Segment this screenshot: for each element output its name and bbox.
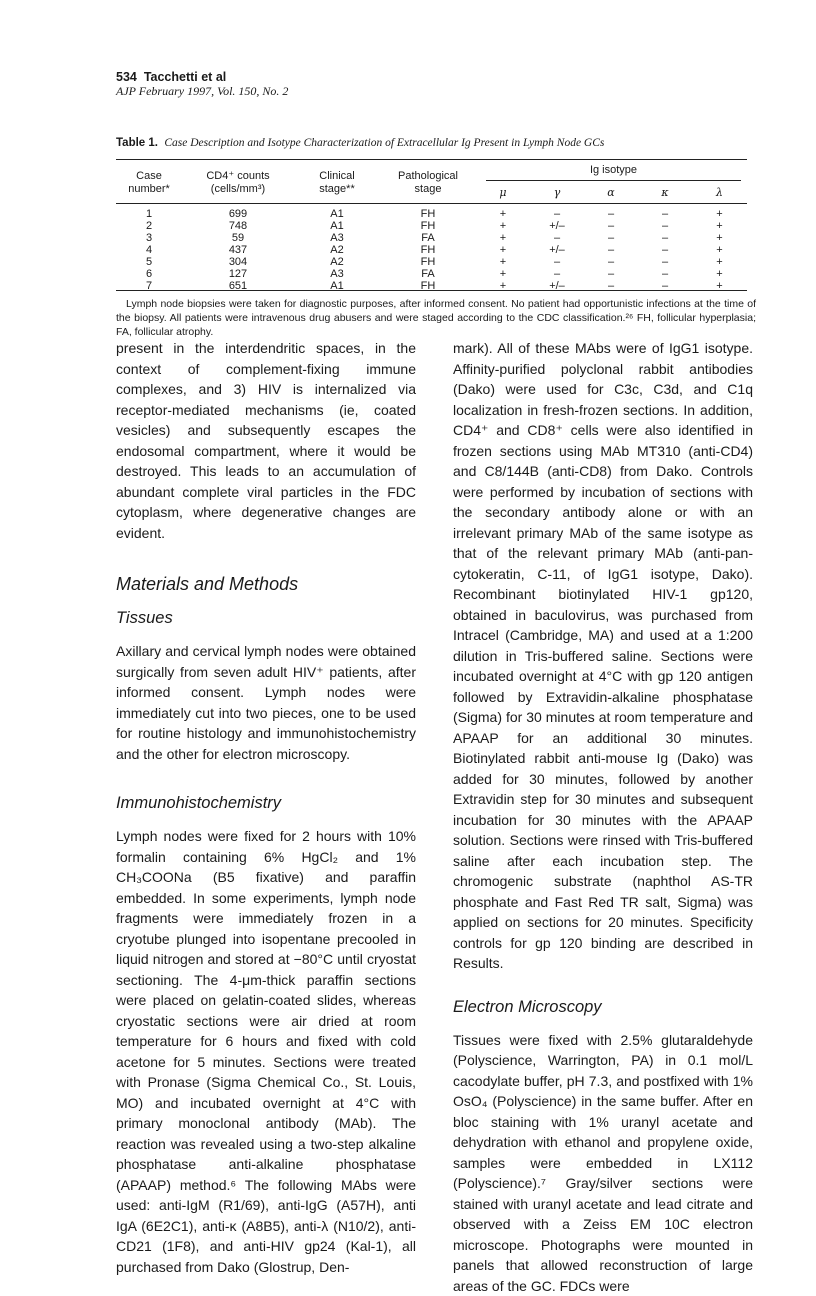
cell-alpha: – — [584, 232, 638, 244]
cell-gamma: – — [530, 208, 584, 220]
cell-alpha: – — [584, 268, 638, 280]
right-column — [453, 338, 753, 1296]
cell-lambda: + — [692, 244, 747, 256]
cell-lambda: + — [692, 256, 747, 268]
cell-lambda: + — [692, 208, 747, 220]
cell-lambda: + — [692, 220, 747, 232]
left-column — [116, 338, 416, 1277]
table-label: Table 1. — [116, 137, 158, 149]
cell-clin: A3 — [294, 268, 380, 280]
header-mu: μ — [476, 181, 530, 199]
cell-mu: + — [476, 256, 530, 268]
cell-cd4: 59 — [182, 232, 294, 244]
header-lambda: λ — [692, 181, 747, 199]
journal-line: AJP February 1997, Vol. 150, No. 2 — [116, 84, 288, 99]
cell-cd4: 651 — [182, 280, 294, 292]
cell-gamma: – — [530, 232, 584, 244]
cell-gamma: – — [530, 256, 584, 268]
cell-case: 3 — [116, 232, 182, 244]
cell-clin: A2 — [294, 256, 380, 268]
section-heading-methods: Materials and Methods — [116, 573, 416, 595]
header-clinical: Clinical stage** — [294, 164, 380, 199]
cell-mu: + — [476, 268, 530, 280]
header-gamma: γ — [530, 181, 584, 199]
subheading-immunohistochemistry: Immunohistochemistry — [116, 792, 416, 814]
cell-case: 1 — [116, 208, 182, 220]
cell-cd4: 748 — [182, 220, 294, 232]
table-row — [116, 232, 747, 244]
header-ig-isotype: Ig isotype — [476, 164, 747, 181]
cell-kappa: – — [638, 208, 692, 220]
cell-path: FH — [380, 220, 476, 232]
cell-gamma: +/– — [530, 244, 584, 256]
subheading-electron-microscopy: Electron Microscopy — [453, 996, 753, 1018]
cell-lambda: + — [692, 280, 747, 292]
table-row — [116, 256, 747, 268]
tissues-paragraph: Axillary and cervical lymph nodes were obtained surgically from seven adult HIV⁺ patients, after informed consent. Lymph nodes were immediately cut into two pieces, one to be used for routine histology and immunohistochemistry and the other for electron microscopy. — [116, 641, 416, 764]
cell-kappa: – — [638, 268, 692, 280]
cell-mu: + — [476, 244, 530, 256]
table-caption — [116, 137, 604, 149]
cell-lambda: + — [692, 232, 747, 244]
cell-cd4: 699 — [182, 208, 294, 220]
page-number: 534 — [116, 70, 137, 84]
cell-path: FH — [380, 244, 476, 256]
cell-mu: + — [476, 208, 530, 220]
author-line: Tacchetti et al — [144, 70, 226, 84]
table-row — [116, 268, 747, 280]
cell-clin: A2 — [294, 244, 380, 256]
cell-kappa: – — [638, 256, 692, 268]
cell-cd4: 304 — [182, 256, 294, 268]
cell-alpha: – — [584, 280, 638, 292]
cell-lambda: + — [692, 268, 747, 280]
cell-case: 5 — [116, 256, 182, 268]
cell-cd4: 437 — [182, 244, 294, 256]
cell-case: 7 — [116, 280, 182, 292]
isotype-table — [116, 164, 747, 292]
cell-kappa: – — [638, 280, 692, 292]
header-cd4: CD4⁺ counts (cells/mm³) — [182, 164, 294, 199]
cell-cd4: 127 — [182, 268, 294, 280]
cell-path: FA — [380, 232, 476, 244]
immuno-continued-paragraph: mark). All of these MAbs were of IgG1 isotype. Affinity-purified polyclonal rabbit antibodies (Dako) were used for C3c, C3d, and C1q localization in fresh-frozen sections. In addition, CD4⁺ and CD8⁺ cells were also identified in frozen sections using MAb MT310 (anti-CD4) and C8/144B (anti-CD8) from Dako. Controls were performed by incubation of sections with the secondary antibody alone or with an irrelevant primary MAb of the same isotype as that of the relevant primary MAb (anti-pan-cytokeratin, C-11, of IgG1 isotype, Dako). Recombinant biotinylated HIV-1 gp120, obtained in baculovirus, was purchased from Intracel (Cambridge, MA) and used at a 1:200 dilution in Tris-buffered saline. Sections were incubated overnight at 4°C with gp 120 antigen followed by Extravidin-alkaline phosphatase (Sigma) for 30 minutes at room temperature and APAAP for an additional 30 minutes. Biotinylated rabbit anti-mouse Ig (Dako) was added for 30 minutes, followed by another Extravidin step for 30 minutes and subsequent incubation for 30 minutes with the APAAP solution. Sections were rinsed with Tris-buffered saline after each incubation step. The chromogenic substrate (naphthol AS-TR phosphate and Fast Red TR salt, Sigma) was applied on sections for 20 minutes. Specificity controls for gp 120 binding are described in Results. — [453, 338, 753, 974]
cell-case: 6 — [116, 268, 182, 280]
immuno-paragraph: Lymph nodes were fixed for 2 hours with 10% formalin containing 6% HgCl₂ and 1% CH₃COONa (B5 fixative) and paraffin embedded. In some experiments, lymph node fragments were immediately frozen in a cryotube plunged into isopentane precooled in liquid nitrogen and stored at −80°C until cryostat sectioning. The 4-μm-thick paraffin sections were placed on gelatin-coated slides, whereas cryostatic sections were air dried at room temperature for 6 hours and fixed with cold acetone for 5 minutes. Sections were treated with Pronase (Sigma Chemical Co., St. Louis, MO) and incubated overnight at 4°C with primary monoclonal antibody (MAb). The reaction was revealed using a two-step alkaline phosphatase anti-alkaline phosphatase (APAAP) method.⁶ The following MAbs were used: anti-IgM (R1/69), anti-IgG (A57H), anti IgA (6E2C1), anti-κ (A8B5), anti-λ (N10/2), anti-CD21 (1F8), and anti-HIV gp24 (Kal-1), all purchased from Dako (Glostrup, Den- — [116, 826, 416, 1277]
cell-clin: A1 — [294, 280, 380, 292]
intro-paragraph: present in the interdendritic spaces, in the context of complement-fixing immune complexes, and 3) HIV is internalized via receptor-mediated mechanisms (ie, coated vesicles) and subsequently escapes the endosomal compartment, where it would be destroyed. This leads to an accumulation of abundant complete viral particles in the FDC cytoplasm, where degenerative changes are evident. — [116, 338, 416, 543]
cell-path: FH — [380, 280, 476, 292]
running-header — [116, 70, 226, 84]
header-case: Case number* — [116, 164, 182, 199]
header-pathological: Pathological stage — [380, 164, 476, 199]
cell-path: FH — [380, 208, 476, 220]
cell-case: 4 — [116, 244, 182, 256]
cell-alpha: – — [584, 244, 638, 256]
cell-alpha: – — [584, 208, 638, 220]
cell-gamma: +/– — [530, 220, 584, 232]
cell-kappa: – — [638, 220, 692, 232]
cell-kappa: – — [638, 232, 692, 244]
cell-clin: A1 — [294, 220, 380, 232]
cell-mu: + — [476, 220, 530, 232]
table-title: Case Description and Isotype Characterization of Extracellular Ig Present in Lymph Node GCs — [164, 137, 604, 149]
cell-gamma: +/– — [530, 280, 584, 292]
table-row — [116, 208, 747, 220]
cell-alpha: – — [584, 220, 638, 232]
header-kappa: κ — [638, 181, 692, 199]
cell-alpha: – — [584, 256, 638, 268]
header-alpha: α — [584, 181, 638, 199]
cell-path: FA — [380, 268, 476, 280]
cell-clin: A3 — [294, 232, 380, 244]
cell-kappa: – — [638, 244, 692, 256]
table-row — [116, 220, 747, 232]
cell-case: 2 — [116, 220, 182, 232]
table-row — [116, 244, 747, 256]
subheading-tissues: Tissues — [116, 607, 416, 629]
cell-mu: + — [476, 280, 530, 292]
table-bottom-rule — [116, 290, 747, 291]
cell-path: FH — [380, 256, 476, 268]
table-top-rule — [116, 159, 747, 160]
cell-gamma: – — [530, 268, 584, 280]
cell-clin: A1 — [294, 208, 380, 220]
em-paragraph: Tissues were fixed with 2.5% glutaraldehyde (Polyscience, Warrington, PA) in 0.1 mol/L cacodylate buffer, pH 7.3, and postfixed with 1% OsO₄ (Polyscience) in the same buffer. After en bloc staining with 1% uranyl acetate and dehydration with ethanol and propylene oxide, samples were embedded in LX112 (Polyscience).⁷ Gray/silver sections were stained with uranyl acetate and lead citrate and observed with a Zeiss EM 10C electron microscope. Photographs were mounted in panels that allowed reconstruction of large areas of the GC. FDCs were — [453, 1030, 753, 1296]
table-footnote: Lymph node biopsies were taken for diagnostic purposes, after informed consent. No patient had opportunistic infections at the time of the biopsy. All patients were intravenous drug abusers and were staged according to the CDC classification.²⁶ FH, follicular hyperplasia; FA, follicular atrophy. — [116, 297, 756, 339]
cell-mu: + — [476, 232, 530, 244]
